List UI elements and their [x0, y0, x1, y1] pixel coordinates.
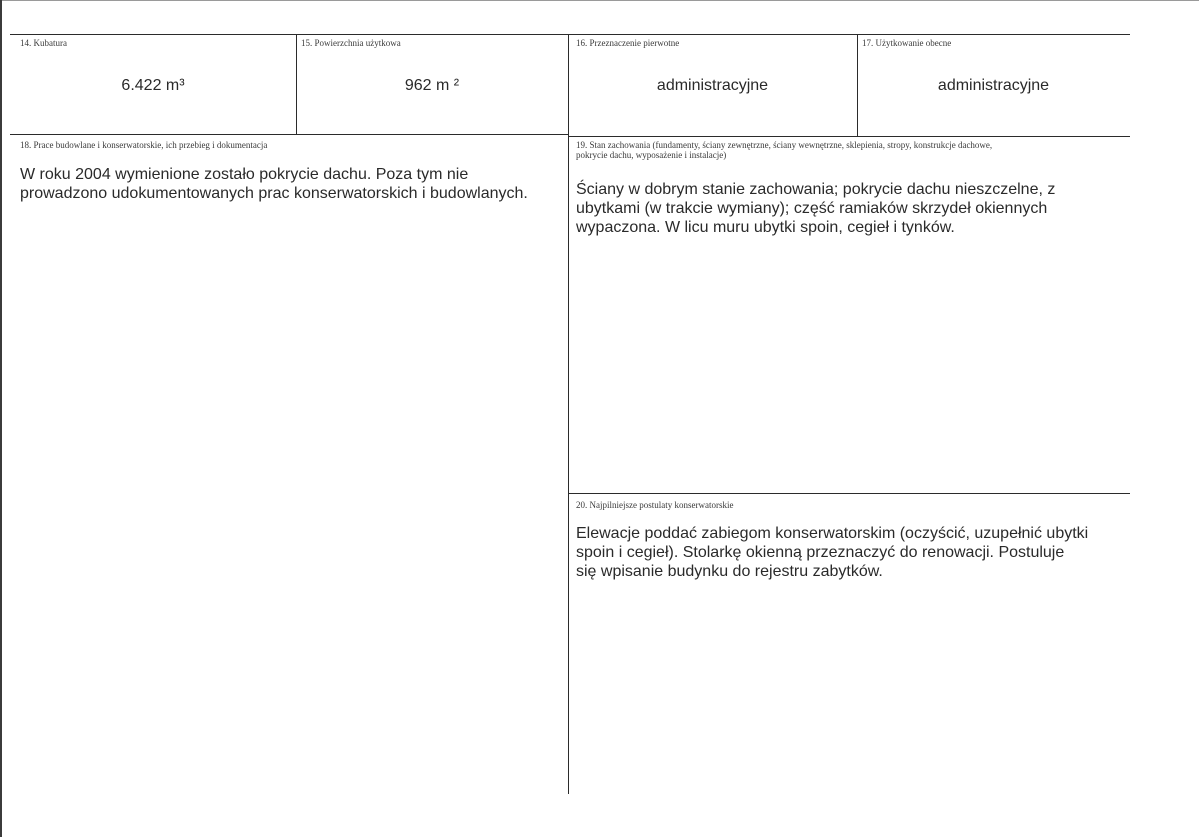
field-19-line: Ściany w dobrym stanie zachowania; pokrycie dachu nieszczelne, z: [576, 181, 1056, 198]
field-16-value: administracyjne: [656, 77, 769, 94]
page-top-edge: [0, 0, 1199, 1]
field-18-text: [20, 165, 565, 203]
row1-bottom-border-right: [568, 136, 1130, 137]
field-20-line: Elewacje poddać zabiegom konserwatorskim (oczyścić, uzupełnić ubytki: [576, 525, 1089, 542]
field-18-label: 18. Prace budowlane i konserwatorskie, ich przebieg i dokumentacja: [20, 140, 268, 150]
field-20-line: spoin i cegieł). Stolarkę okienną przeznaczyć do renowacji. Postuluje: [576, 544, 1065, 561]
field-14-value: 6.422 m³: [121, 77, 185, 94]
field-19-label: [576, 140, 992, 160]
field-19-label-line: 19. Stan zachowania (fundamenty, ściany zewnętrzne, ściany wewnętrzne, sklepienia, stropy, konstrukcje dachowe,: [576, 140, 993, 150]
field-17-label: 17. Użytkowanie obecne: [862, 38, 952, 48]
field-20-line: się wpisanie budynku do rejestru zabytków.: [576, 563, 883, 580]
field-15-value: 962 m ²: [404, 77, 460, 94]
field-19-line: wypaczona. W licu muru ubytki spoin, cegieł i tynków.: [576, 219, 955, 236]
field-15-label: 15. Powierzchnia użytkowa: [301, 38, 401, 48]
section20-top-border: [568, 493, 1130, 494]
field-20-text: [576, 524, 1128, 581]
field-19-line: ubytkami (w trakcie wymiany); część ramiaków skrzydeł okiennych: [576, 200, 1048, 217]
page-left-edge: [0, 0, 2, 837]
field-19-text: [576, 180, 1128, 237]
field-19-label-line: pokrycie dachu, wyposażenie i instalacje): [576, 150, 727, 160]
field-18-line: prowadzono udokumentowanych prac konserwatorskich i budowlanych.: [20, 185, 528, 202]
field-14-label: 14. Kubatura: [20, 38, 67, 48]
field-16-label: 16. Przeznaczenie pierwotne: [576, 38, 680, 48]
divider-15-16: [568, 34, 569, 794]
field-20-label: 20. Najpilniejsze postulaty konserwatorskie: [576, 500, 734, 510]
row1-bottom-border-left: [10, 134, 568, 135]
field-17-value: administracyjne: [937, 77, 1050, 94]
field-18-line: W roku 2004 wymienione zostało pokrycie dachu. Poza tym nie: [20, 166, 469, 183]
row1-top-border: [10, 34, 1130, 35]
